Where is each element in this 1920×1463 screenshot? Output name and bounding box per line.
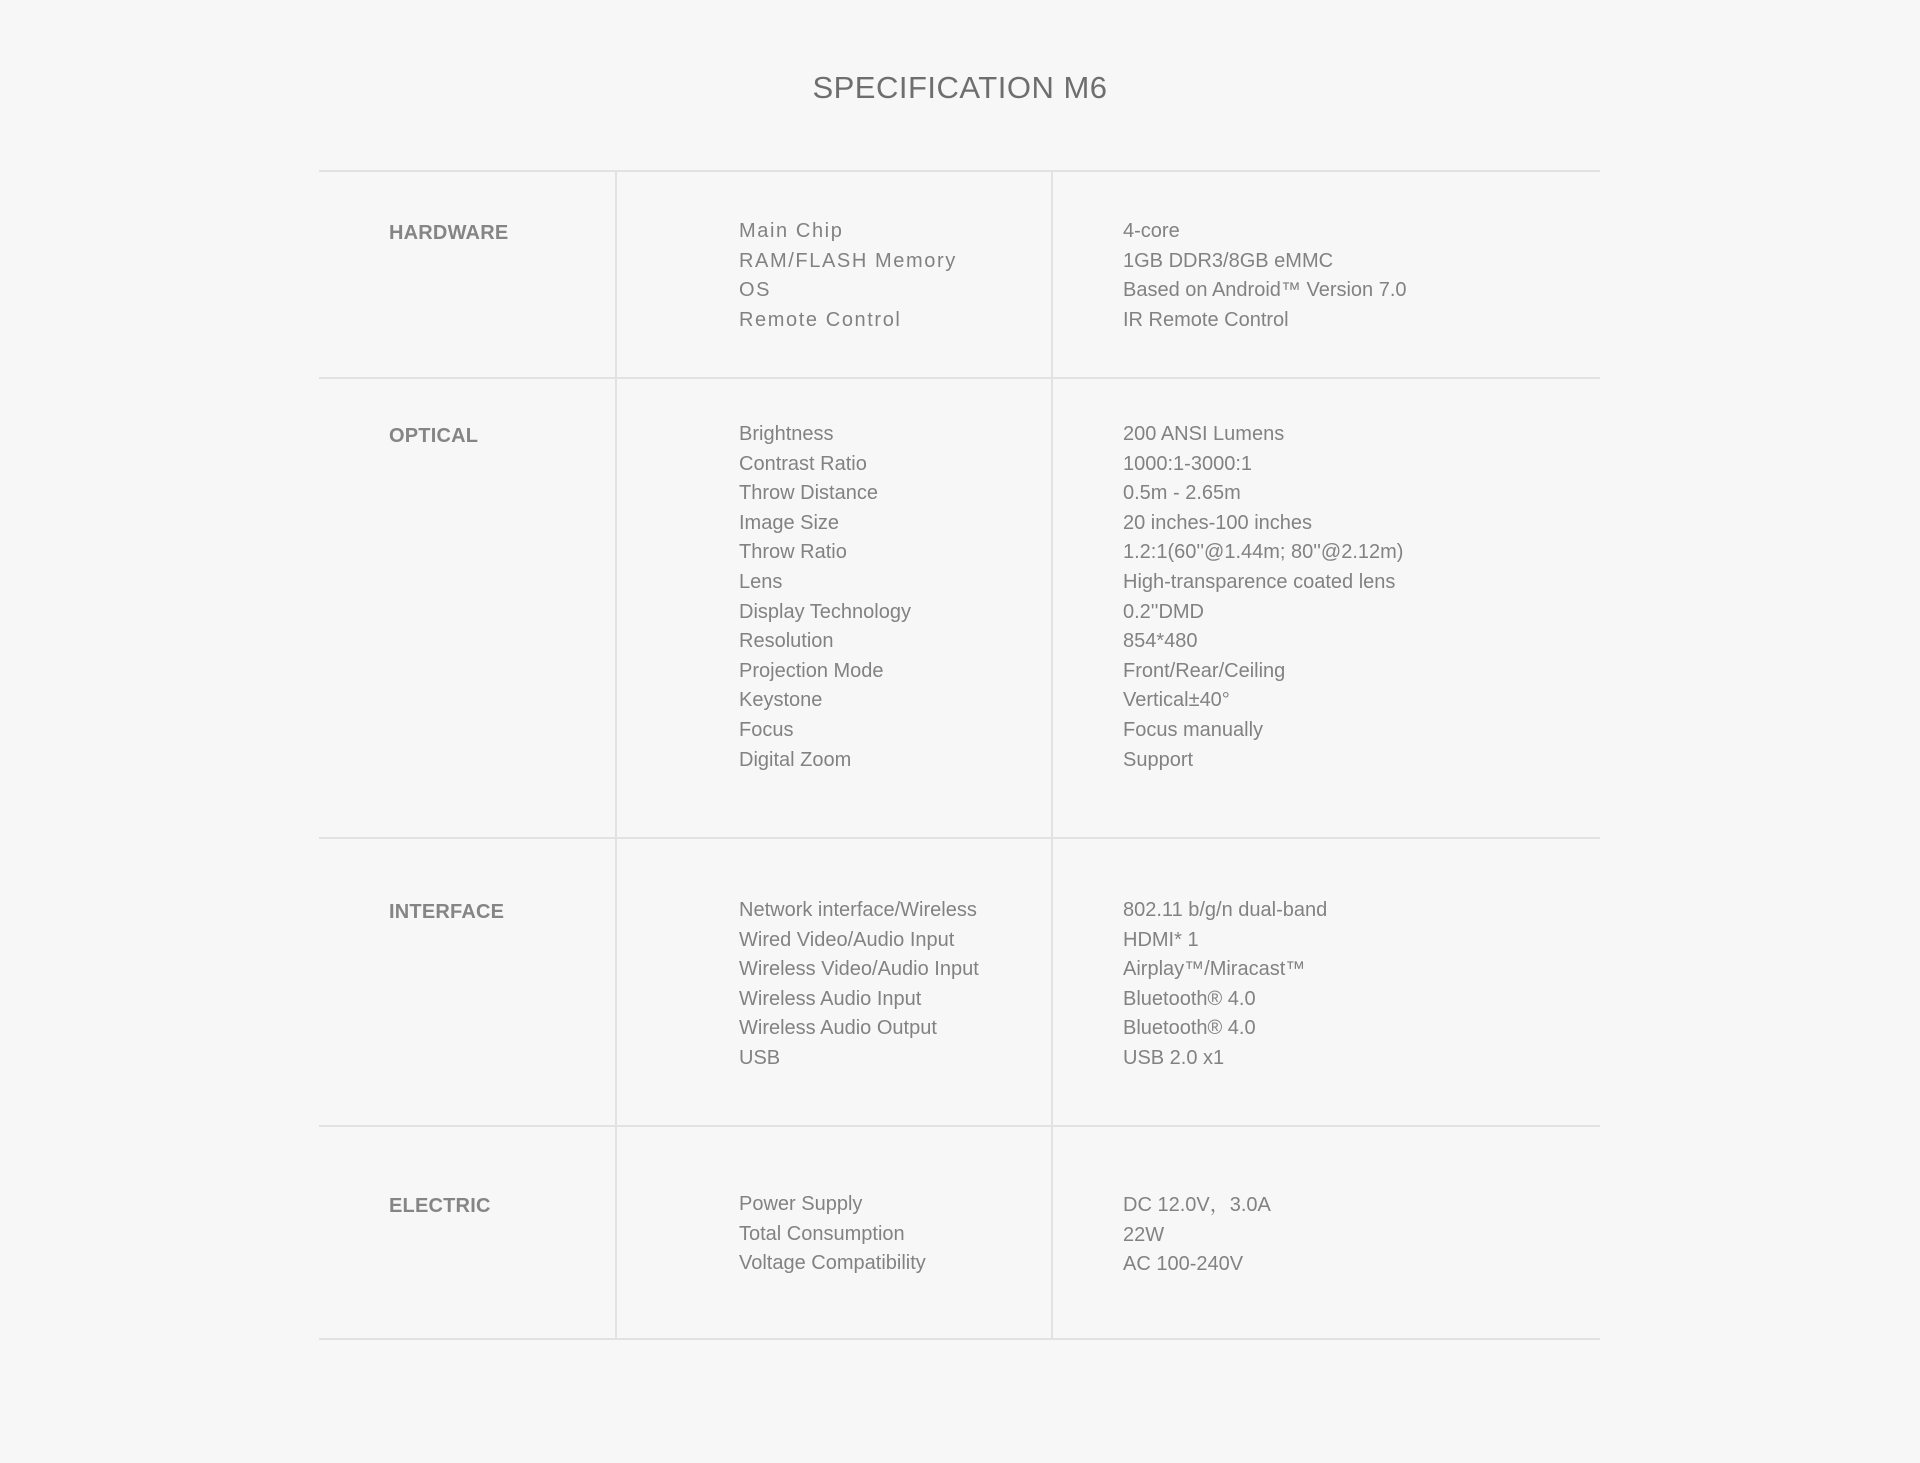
spec-label: Throw Distance [739, 482, 878, 505]
spec-labels [739, 217, 957, 335]
column-divider [615, 839, 617, 1125]
spec-label: Voltage Compatibility [739, 1252, 926, 1275]
spec-label: Main Chip [739, 220, 844, 242]
spec-label: Wired Video/Audio Input [739, 928, 955, 951]
spec-value: 4-core [1123, 220, 1180, 242]
spec-label: Digital Zoom [739, 748, 852, 771]
spec-value: Support [1123, 748, 1194, 771]
spec-values [1123, 420, 1403, 775]
spec-label: RAM/FLASH Memory [739, 249, 957, 272]
spec-value: DC 12.0V，3.0A [1123, 1194, 1271, 1216]
spec-label: Display Technology [739, 600, 911, 623]
spec-value: 0.2''DMD [1123, 600, 1204, 623]
spec-label: Resolution [739, 630, 834, 653]
column-divider [615, 1127, 617, 1338]
spec-values [1123, 217, 1407, 335]
spec-label: Remote Control [739, 308, 902, 331]
spec-table [319, 170, 1600, 1340]
column-divider [1051, 1127, 1053, 1338]
spec-label: Total Consumption [739, 1222, 905, 1245]
spec-label: Brightness [739, 423, 834, 445]
section-title: HARDWARE [389, 222, 509, 244]
spec-value: HDMI* 1 [1123, 928, 1199, 951]
spec-label: Image Size [739, 511, 840, 534]
spec-label: Lens [739, 570, 783, 593]
spec-label: Wireless Audio Input [739, 987, 922, 1010]
spec-label: Keystone [739, 689, 823, 712]
spec-value: 854*480 [1123, 630, 1198, 653]
spec-value: Based on Android™ Version 7.0 [1123, 279, 1407, 302]
section-title: OPTICAL [389, 425, 479, 447]
section-electric [319, 1127, 1600, 1340]
spec-label: Contrast Ratio [739, 452, 867, 475]
section-interface [319, 839, 1600, 1127]
spec-value: High-transparence coated lens [1123, 570, 1396, 593]
spec-label: Wireless Video/Audio Input [739, 958, 979, 981]
spec-value: 1GB DDR3/8GB eMMC [1123, 249, 1334, 272]
spec-value: Airplay™/Miracast™ [1123, 958, 1306, 981]
spec-label: Power Supply [739, 1193, 863, 1215]
spec-value: 200 ANSI Lumens [1123, 423, 1285, 445]
spec-label: USB [739, 1046, 781, 1069]
spec-value: 1000:1-3000:1 [1123, 452, 1253, 475]
column-divider [1051, 839, 1053, 1125]
spec-label: OS [739, 279, 772, 302]
section-title: ELECTRIC [389, 1195, 491, 1217]
spec-label: Focus [739, 718, 794, 741]
spec-values [1123, 1191, 1271, 1280]
spec-labels [739, 1190, 926, 1279]
spec-value: Bluetooth® 4.0 [1123, 987, 1256, 1010]
section-hardware [319, 172, 1600, 379]
column-divider [615, 172, 617, 377]
spec-value: 0.5m - 2.65m [1123, 482, 1241, 505]
page-title: SPECIFICATION M6 [812, 70, 1108, 105]
spec-labels [739, 896, 979, 1074]
spec-value: 1.2:1(60''@1.44m; 80''@2.12m) [1123, 541, 1404, 564]
spec-value: 802.11 b/g/n dual-band [1123, 899, 1328, 921]
spec-labels [739, 420, 911, 775]
spec-value: Front/Rear/Ceiling [1123, 659, 1286, 682]
spec-label: Network interface/Wireless [739, 899, 977, 921]
spec-label: Throw Ratio [739, 541, 847, 564]
section-optical [319, 379, 1600, 839]
spec-label: Wireless Audio Output [739, 1017, 937, 1040]
spec-value: USB 2.0 x1 [1123, 1046, 1225, 1069]
spec-value: AC 100-240V [1123, 1253, 1244, 1276]
spec-value: 20 inches-100 inches [1123, 511, 1313, 534]
spec-value: Vertical±40° [1123, 689, 1230, 712]
spec-value: Focus manually [1123, 718, 1264, 741]
column-divider [1051, 172, 1053, 377]
spec-value: 22W [1123, 1223, 1165, 1246]
column-divider [1051, 379, 1053, 837]
spec-values [1123, 896, 1327, 1074]
spec-value: Bluetooth® 4.0 [1123, 1017, 1256, 1040]
spec-value: IR Remote Control [1123, 308, 1289, 331]
spec-label: Projection Mode [739, 659, 884, 682]
section-title: INTERFACE [389, 901, 505, 923]
column-divider [615, 379, 617, 837]
